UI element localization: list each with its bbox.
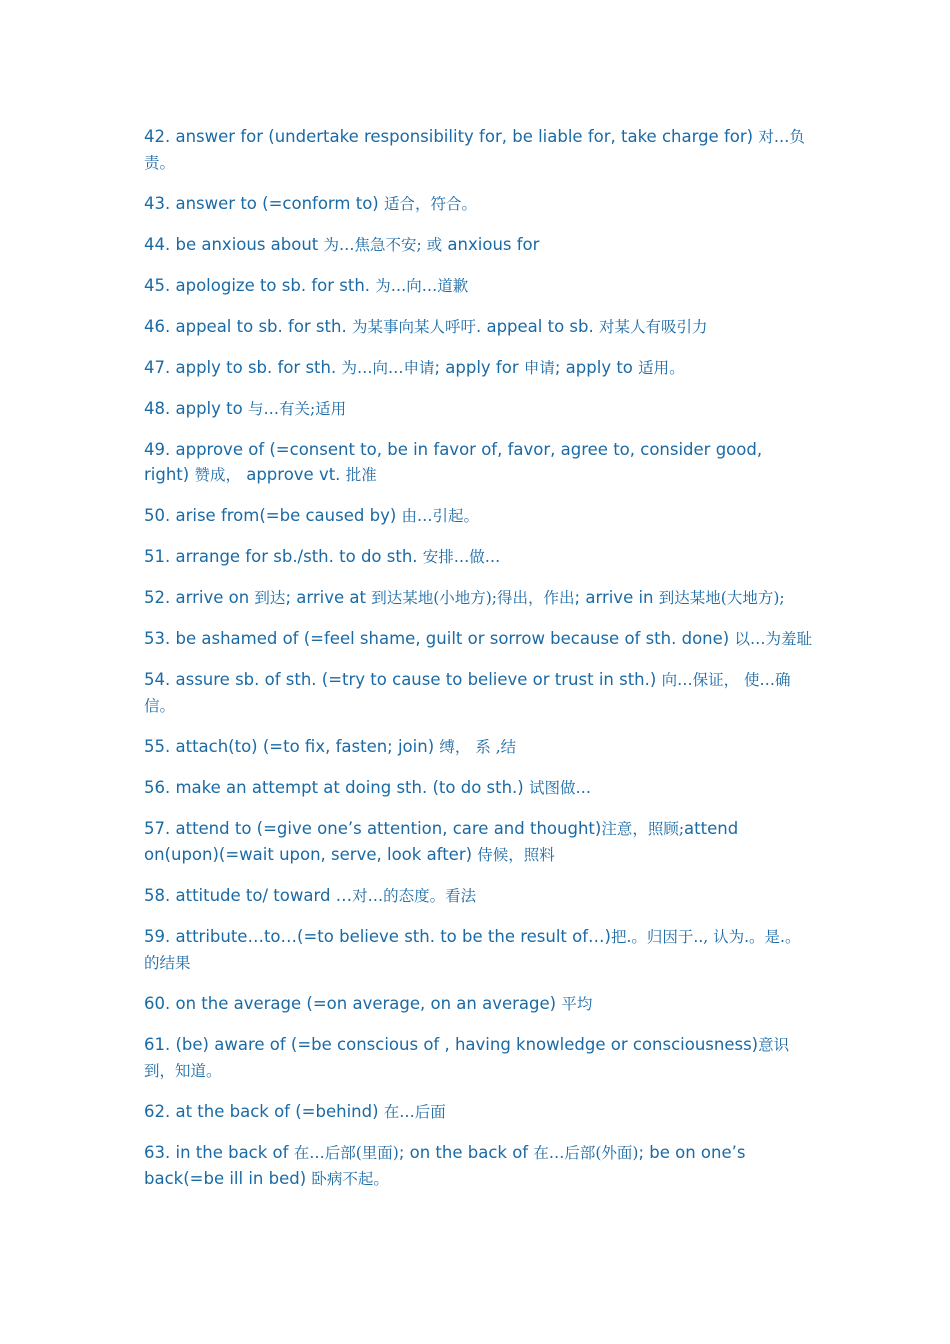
chinese-gloss: 卧病不起。 — [311, 1170, 389, 1188]
english-phrase: 48. apply to — [144, 399, 248, 418]
phrase-entry — [144, 355, 812, 381]
chinese-gloss: 到达 — [254, 589, 286, 607]
phrase-entry — [144, 273, 812, 299]
phrase-entry — [144, 883, 812, 909]
chinese-gloss: 与…有关;适用 — [247, 400, 347, 418]
chinese-gloss: 在…后面 — [383, 1103, 446, 1121]
chinese-gloss: 在…后部(外面) — [533, 1144, 639, 1162]
chinese-gloss: 安排…做… — [422, 548, 501, 566]
english-phrase: 55. attach(to) (=to fix, fasten; join) — [144, 737, 440, 756]
chinese-gloss: 平均 — [561, 995, 593, 1013]
english-phrase: 54. assure sb. of sth. (=try to cause to believe or trust in sth.) — [144, 670, 662, 689]
chinese-gloss: 对某人有吸引力 — [598, 318, 708, 336]
english-phrase: 43. answer to (=conform to) — [144, 194, 384, 213]
english-phrase: ; arrive at — [285, 588, 372, 607]
english-phrase: 47. apply to sb. for sth. — [144, 358, 342, 377]
chinese-gloss: 为…向…申请 — [341, 359, 435, 377]
english-phrase: ; be on one’s back(=be ill in bed) — [144, 1143, 746, 1188]
english-phrase: attend on(upon)(=wait upon, serve, look after) — [144, 819, 739, 864]
chinese-gloss: 到达某地(小地方);得出，作出 — [371, 589, 575, 607]
chinese-gloss: 把.。归因于.., 认为.。是.。的结果 — [144, 928, 801, 972]
english-phrase: approve vt. — [240, 465, 346, 484]
chinese-gloss: 在…后部(里面) — [293, 1144, 399, 1162]
phrase-entry — [144, 232, 812, 258]
chinese-gloss: 意识到，知道。 — [144, 1036, 790, 1080]
phrase-entry — [144, 991, 812, 1017]
phrase-entry — [144, 314, 812, 340]
chinese-gloss: 以…为羞耻 — [734, 630, 812, 648]
chinese-gloss: 对…的态度。看法 — [352, 887, 477, 905]
phrase-list — [144, 124, 812, 1207]
phrase-entry — [144, 396, 812, 422]
english-phrase: ; on the back of — [398, 1143, 534, 1162]
english-phrase: 49. approve of (=consent to, be in favor of, favor, agree to, consider good, right) — [144, 440, 763, 484]
chinese-gloss: 赞成， — [194, 466, 241, 484]
english-phrase: 51. arrange for sb./sth. to do sth. — [144, 547, 423, 566]
english-phrase: 57. attend to (=give one’s attention, care and thought) — [144, 819, 602, 838]
chinese-gloss: 适合，符合。 — [383, 195, 477, 213]
english-phrase: ; apply to — [554, 358, 639, 377]
english-phrase: 59. attribute…to…(=to believe sth. to be the result of…) — [144, 927, 611, 946]
english-phrase: 53. be ashamed of (=feel shame, guilt or sorrow because of sth. done) — [144, 629, 735, 648]
english-phrase: 63. in the back of — [144, 1143, 294, 1162]
english-phrase: ; arrive in — [574, 588, 659, 607]
chinese-gloss: 批准 — [345, 466, 377, 484]
english-phrase: 42. answer for (undertake responsibility for, be liable for, take charge for) — [144, 127, 759, 146]
english-phrase: 58. attitude to/ toward … — [144, 886, 353, 905]
english-phrase: . appeal to sb. — [475, 317, 599, 336]
phrase-entry — [144, 816, 812, 868]
english-phrase: 52. arrive on — [144, 588, 255, 607]
chinese-gloss: 向…保证， 使…确信。 — [144, 671, 791, 715]
english-phrase: 62. at the back of (=behind) — [144, 1102, 384, 1121]
english-phrase: 50. arise from(=be caused by) — [144, 506, 402, 525]
chinese-gloss: 由…引起。 — [401, 507, 480, 525]
chinese-gloss: 对…负责。 — [144, 128, 805, 172]
phrase-entry — [144, 667, 812, 719]
english-phrase: 46. appeal to sb. for sth. — [144, 317, 352, 336]
english-phrase: 56. make an attempt at doing sth. (to do sth.) — [144, 778, 529, 797]
phrase-entry — [144, 775, 812, 801]
phrase-entry — [144, 191, 812, 217]
chinese-gloss: 为…向…道歉 — [375, 277, 469, 295]
phrase-entry — [144, 1140, 812, 1192]
chinese-gloss: 试图做… — [529, 779, 592, 797]
phrase-entry — [144, 544, 812, 570]
phrase-entry — [144, 1032, 812, 1084]
chinese-gloss: 到达某地(大地方); — [658, 589, 785, 607]
english-phrase: anxious for — [442, 235, 540, 254]
english-phrase: 45. apologize to sb. for sth. — [144, 276, 376, 295]
phrase-entry — [144, 1099, 812, 1125]
phrase-entry — [144, 626, 812, 652]
phrase-entry — [144, 585, 812, 611]
phrase-entry — [144, 124, 812, 176]
chinese-gloss: 侍候，照料 — [477, 846, 555, 864]
chinese-gloss: 适用。 — [638, 359, 685, 377]
phrase-entry — [144, 734, 812, 760]
chinese-gloss: 为…焦急不安; 或 — [323, 236, 443, 254]
chinese-gloss: 申请 — [523, 359, 555, 377]
english-phrase: 61. (be) aware of (=be conscious of , having knowledge or consciousness) — [144, 1035, 759, 1054]
english-phrase: 44. be anxious about — [144, 235, 324, 254]
phrase-entry — [144, 437, 812, 488]
phrase-entry — [144, 924, 812, 976]
phrase-entry — [144, 503, 812, 529]
chinese-gloss: 注意，照顾; — [601, 820, 685, 838]
chinese-gloss: 为某事向某人呼吁 — [351, 318, 476, 336]
english-phrase: 60. on the average (=on average, on an average) — [144, 994, 562, 1013]
chinese-gloss: 缚， 系 ,结 — [439, 738, 517, 756]
english-phrase: ; apply for — [434, 358, 524, 377]
